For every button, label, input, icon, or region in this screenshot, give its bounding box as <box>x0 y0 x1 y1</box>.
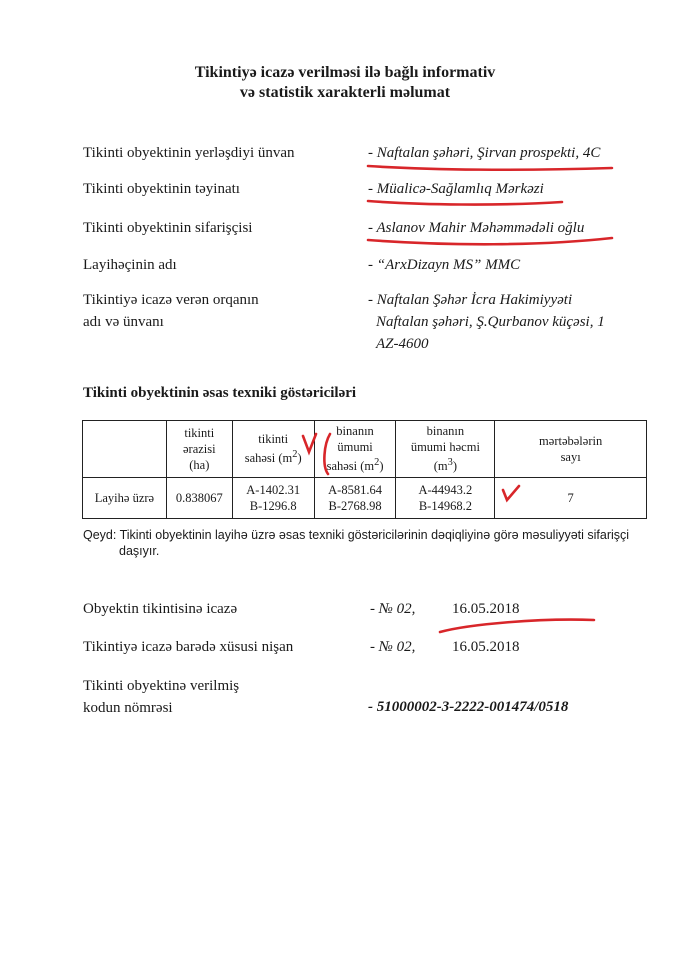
permit-number: - № 02, <box>370 601 416 617</box>
superscript: 2 <box>374 457 380 469</box>
purpose-value: - Müalicə-Sağlamlıq Mərkəzi <box>368 181 544 197</box>
superscript: 3 <box>447 457 453 469</box>
header-text: (ha) <box>189 458 210 472</box>
special-mark-label: Tikintiyə icazə barədə xüsusi nişan <box>83 639 294 655</box>
header-text: tikinti <box>258 432 289 447</box>
code-value: - 51000002-3-2222-001474/0518 <box>368 699 569 715</box>
header-text: binanın <box>336 424 374 439</box>
technical-table <box>82 420 647 519</box>
cell-value: B-14968.2 <box>418 499 472 513</box>
authority-value <box>368 289 605 355</box>
cell-value: B-2768.98 <box>328 499 382 513</box>
header-empty-cell <box>83 421 167 478</box>
note <box>83 527 655 559</box>
title-line-2: və statistik xarakterli məlumat <box>239 84 451 101</box>
address-label: Tikinti obyektinin yerləşdiyi ünvan <box>83 145 295 161</box>
underline-permit <box>440 620 594 632</box>
note-line-2: daşıyır. <box>119 544 160 558</box>
header-text <box>235 447 312 466</box>
header-text <box>398 455 492 474</box>
cell-value: B-1296.8 <box>249 499 297 513</box>
cell-floor-count: 7 <box>495 478 647 519</box>
authority-value-line-1: - Naftalan Şəhər İcra Hakimiyyəti <box>368 292 573 308</box>
client-value: - Aslanov Mahir Məhəmmədəli oğlu <box>368 220 585 236</box>
header-text-part: sahəsi (m <box>244 451 293 466</box>
permit-label: Obyektin tikintisinə icazə <box>83 601 238 617</box>
header-text: mərtəbələrin <box>539 434 603 448</box>
underline-purpose <box>368 201 562 205</box>
technical-heading: Tikinti obyektinin əsas texniki göstəriciləri <box>83 385 357 401</box>
authority-label <box>83 289 259 333</box>
header-text-part: (m <box>433 459 448 474</box>
note-line-1: Qeyd: Tikinti obyektinin layihə üzrə əsas texniki göstəricilərinin dəqiqliyinə görə məsuliyyəti sifarişçi <box>83 528 630 542</box>
header-text: ümumi həcmi <box>410 440 480 455</box>
row-label: Layihə üzrə <box>83 478 167 519</box>
header-construction-area <box>166 421 232 478</box>
superscript: 2 <box>292 449 298 461</box>
table-header-row <box>83 421 647 478</box>
underline-address <box>368 166 612 170</box>
cell-construction-area: 0.838067 <box>166 478 232 519</box>
header-text: binanın <box>426 424 465 439</box>
header-text-part: ) <box>452 459 458 474</box>
header-building-area <box>314 421 396 478</box>
designer-value: - “ArxDizayn MS” MMC <box>368 257 521 273</box>
header-text-part: ) <box>379 459 384 474</box>
cell-building-volume <box>396 478 495 519</box>
header-text <box>317 455 394 474</box>
title-line-1: Tikintiyə icazə verilməsi ilə bağlı informativ <box>194 64 496 81</box>
client-label: Tikinti obyektinin sifarişçisi <box>83 220 253 236</box>
code-label <box>83 675 239 719</box>
code-label-line-1: Tikinti obyektinə verilmiş <box>83 678 240 694</box>
header-text: tikinti <box>184 426 215 440</box>
cell-building-area <box>314 478 396 519</box>
authority-label-line-1: Tikintiyə icazə verən orqanın <box>83 292 259 308</box>
purpose-label: Tikinti obyektinin təyinatı <box>83 181 240 197</box>
cell-value: A-8581.64 <box>328 483 382 497</box>
code-label-line-2: kodun nömrəsi <box>83 700 173 716</box>
designer-label: Layihəçinin adı <box>83 257 177 273</box>
address-value: - Naftalan şəhəri, Şirvan prospekti, 4C <box>368 145 601 161</box>
document-title <box>0 63 690 103</box>
header-text: ərazisi <box>182 442 216 456</box>
header-building-volume <box>396 421 495 478</box>
special-mark-number: - № 02, <box>370 639 416 655</box>
authority-value-line-3: AZ-4600 <box>376 336 429 352</box>
authority-label-line-2: adı və ünvanı <box>83 314 164 330</box>
cell-value: A-44943.2 <box>418 483 473 497</box>
table-row <box>83 478 647 519</box>
permit-date: 16.05.2018 <box>452 601 520 617</box>
header-text-part: sahəsi (m <box>326 459 375 474</box>
header-footprint-area <box>232 421 314 478</box>
header-floor-count <box>495 421 647 478</box>
header-text-part: ) <box>297 451 302 466</box>
special-mark-date: 16.05.2018 <box>452 639 520 655</box>
authority-value-line-2: Naftalan şəhəri, Ş.Qurbanov küçəsi, 1 <box>376 314 605 330</box>
cell-value: A-1402.31 <box>246 483 301 497</box>
header-text: ümumi <box>337 440 373 455</box>
header-text: sayı <box>560 450 581 464</box>
cell-footprint-area <box>232 478 314 519</box>
